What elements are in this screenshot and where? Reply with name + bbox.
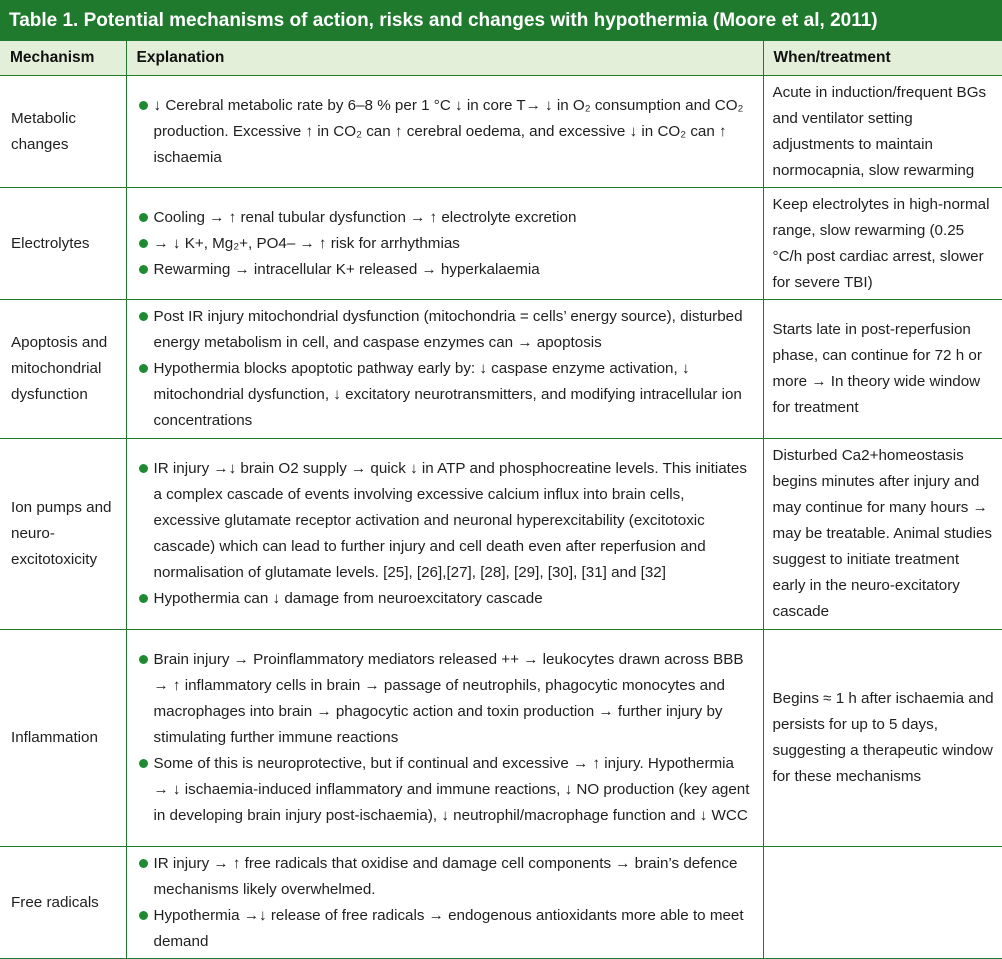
list-item: IR injury → ↑ free radicals that oxidise and damage cell components → brain’s defence mechanisms likely overwhelmed.: [139, 851, 753, 903]
explanation-cell: [126, 847, 763, 959]
list-item: → ↓ K+, Mg₂+, PO4– → ↑ risk for arrhythmias: [139, 231, 753, 257]
explanation-list: [139, 93, 753, 171]
when-treatment-cell: Begins ≈ 1 h after ischaemia and persists for up to 5 days, suggesting a therapeutic window for these mechanisms: [763, 630, 1002, 847]
explanation-list: [139, 647, 753, 829]
mechanisms-table: [0, 41, 1002, 959]
header-explanation: Explanation: [126, 41, 763, 76]
list-item: Rewarming → intracellular K+ released → hyperkalaemia: [139, 257, 753, 283]
list-item: Brain injury → Proinflammatory mediators released ++ → leukocytes drawn across BBB → ↑ inflammatory cells in brain → passage of neutrophils, phagocytic monocytes and macrophages into brain → phagocytic action and toxin production → further injury by stimulating further immune reactions: [139, 647, 753, 751]
explanation-cell: [126, 439, 763, 630]
when-treatment-cell: Starts late in post-reperfusion phase, can continue for 72 h or more → In theory wide window for treatment: [763, 300, 1002, 439]
table-row: [0, 847, 1002, 959]
mechanism-cell: Metabolic changes: [0, 76, 126, 188]
header-row: [0, 41, 1002, 76]
explanation-cell: [126, 300, 763, 439]
table-row: [0, 76, 1002, 188]
list-item: Hypothermia blocks apoptotic pathway early by: ↓ caspase enzyme activation, ↓ mitochondrial dysfunction, ↓ excitatory neurotransmitters, and modifying intracellular ion concentrations: [139, 356, 753, 434]
table-row: [0, 439, 1002, 630]
when-treatment-cell: Disturbed Ca2+homeostasis begins minutes after injury and may continue for many hours → may be treatable. Animal studies suggest to initiate treatment early in the neuro-excitatory cascade: [763, 439, 1002, 630]
header-when-treatment: When/treatment: [763, 41, 1002, 76]
when-treatment-cell: [763, 847, 1002, 959]
list-item: Some of this is neuroprotective, but if continual and excessive → ↑ injury. Hypothermia → ↓ ischaemia-induced inflammatory and immune reactions, ↓ NO production (key agent in developing brain injury post-ischaemia), ↓ neutrophil/macrophage function and ↓ WCC: [139, 751, 753, 829]
table-row: [0, 300, 1002, 439]
explanation-cell: [126, 630, 763, 847]
mechanism-cell: Apoptosis and mitochondrial dysfunction: [0, 300, 126, 439]
when-treatment-cell: Keep electrolytes in high-normal range, slow rewarming (0.25 °C/h post cardiac arrest, slower for severe TBI): [763, 188, 1002, 300]
list-item: Post IR injury mitochondrial dysfunction (mitochondria = cells’ energy source), disturbed energy metabolism in cell, and caspase enzymes can → apoptosis: [139, 304, 753, 356]
header-mechanism: Mechanism: [0, 41, 126, 76]
mechanism-cell: Ion pumps and neuro-excitotoxicity: [0, 439, 126, 630]
mechanism-cell: Free radicals: [0, 847, 126, 959]
list-item: Cooling → ↑ renal tubular dysfunction → ↑ electrolyte excretion: [139, 205, 753, 231]
explanation-cell: [126, 76, 763, 188]
mechanism-cell: Electrolytes: [0, 188, 126, 300]
table-row: [0, 630, 1002, 847]
explanation-cell: [126, 188, 763, 300]
explanation-list: [139, 851, 753, 955]
list-item: Hypothermia →↓ release of free radicals → endogenous antioxidants more able to meet demand: [139, 903, 753, 955]
explanation-list: [139, 205, 753, 283]
list-item: ↓ Cerebral metabolic rate by 6–8 % per 1 °C ↓ in core T→ ↓ in O₂ consumption and CO₂ production. Excessive ↑ in CO₂ can ↑ cerebral oedema, and excessive ↓ in CO₂ can ↑ ischaemia: [139, 93, 753, 171]
table-title: Table 1. Potential mechanisms of action, risks and changes with hypothermia (Moore et al, 2011): [0, 0, 1002, 41]
list-item: Hypothermia can ↓ damage from neuroexcitatory cascade: [139, 586, 753, 612]
when-treatment-cell: Acute in induction/frequent BGs and ventilator setting adjustments to maintain normocapnia, slow rewarming: [763, 76, 1002, 188]
explanation-list: [139, 456, 753, 612]
list-item: IR injury →↓ brain O2 supply → quick ↓ in ATP and phosphocreatine levels. This initiates a complex cascade of events involving excessive calcium influx into brain cells, excessive glutamate receptor activation and neuronal hyperexcitability (excitotoxic cascade) which can lead to further injury and cell death even after reperfusion and normalisation of glutamate levels. [25], [26],[27], [28], [29], [30], [31] and [32]: [139, 456, 753, 586]
table-row: [0, 188, 1002, 300]
mechanism-cell: Inflammation: [0, 630, 126, 847]
explanation-list: [139, 304, 753, 434]
